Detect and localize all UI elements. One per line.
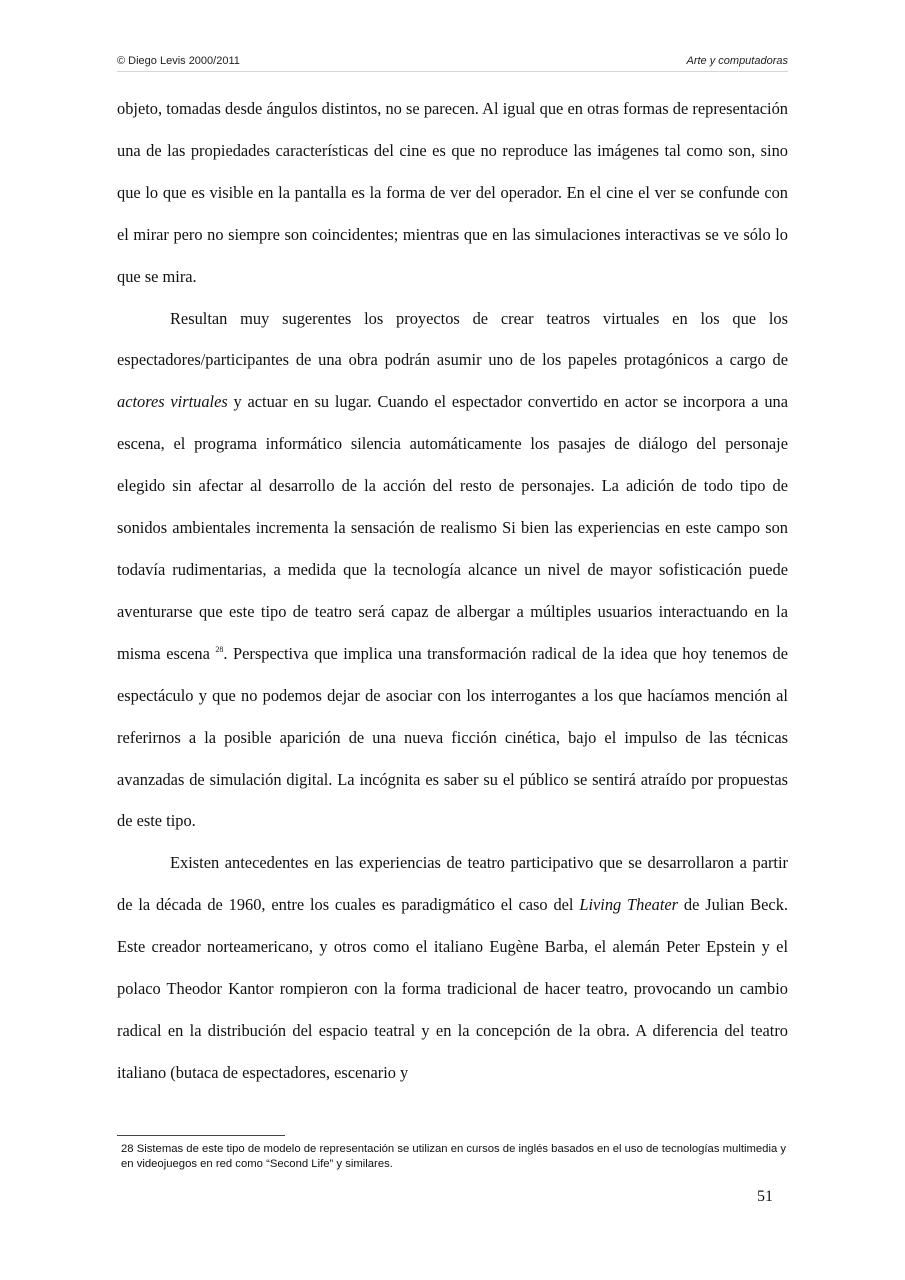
page-number: 51 xyxy=(757,1188,773,1205)
footnote: 28 Sistemas de este tipo de modelo de representación se utilizan en cursos de inglés basados en el uso de tecnologías multimedia y en videojuegos en red como “Second Life” y similares. xyxy=(121,1143,787,1170)
paragraph-3 xyxy=(117,842,788,1093)
paragraph-3-text-b: de Julian Beck. Este creador norteamericano, y otros como el italiano Eugène Barba, el alemán Peter Epstein y el polaco Theodor Kantor rompieron con la forma tradicional de hacer teatro, provocando un cambio radical en la distribución del espacio teatral y en la concepción de la obra. A diferencia del teatro italiano (butaca de espectadores, escenario y xyxy=(117,895,788,1082)
footnote-separator xyxy=(117,1135,285,1136)
paragraph-2-italic: actores virtuales xyxy=(117,392,228,412)
paragraph-3-text-a: Existen antecedentes en las experiencias de teatro participativo que se desarrollaron a partir de la década de 1960, entre los cuales es paradigmático el caso del xyxy=(117,853,788,915)
paragraph-2 xyxy=(117,298,788,843)
page-header xyxy=(117,53,788,72)
paragraph-1: objeto, tomadas desde ángulos distintos, no se parecen. Al igual que en otras formas de representación una de las propiedades características del cine es que no reproduce las imágenes tal como son, sino que lo que es visible en la pantalla es la forma de ver del operador. En el cine el ver se confunde con el mirar pero no siempre son coincidentes; mientras que en las simulaciones interactivas se ve sólo lo que se mira. xyxy=(117,99,788,286)
paragraph-2-text-b: y actuar en su lugar. Cuando el espectador convertido en actor se incorpora a una escena, el programa informático silencia automáticamente los pasajes de diálogo del personaje elegido sin afectar al desarrollo de la acción del resto de personajes. La adición de todo tipo de sonidos ambientales incrementa la sensación de realismo Si bien las experiencias en este campo son todavía rudimentarias, a medida que la tecnología alcance un nivel de mayor sofisticación puede aventurarse que este tipo de teatro será capaz de albergar a múltiples usuarios interactuando en la misma escena xyxy=(117,392,789,663)
footnote-reference[interactable]: 28 xyxy=(215,644,224,654)
body-text xyxy=(117,88,788,1094)
paragraph-2-text-a: Resultan muy sugerentes los proyectos de crear teatros virtuales en los que los espectadores/participantes de una obra podrán asumir uno de los papeles protagónicos a cargo de xyxy=(117,308,788,370)
header-copyright: © Diego Levis 2000/2011 xyxy=(117,55,240,67)
paragraph-3-italic: Living Theater xyxy=(579,895,679,915)
paragraph-2-text-c: . Perspectiva que implica una transformación radical de la idea que hoy tenemos de espectáculo y que no podemos dejar de asociar con los interrogantes a los que hacíamos mención al referirnos a la posible aparición de una nueva ficción cinética, bajo el impulso de las técnicas avanzadas de simulación digital. La incógnita es saber su el público se sentirá atraído por propuestas de este tipo. xyxy=(117,643,789,831)
header-title: Arte y computadoras xyxy=(686,55,788,67)
